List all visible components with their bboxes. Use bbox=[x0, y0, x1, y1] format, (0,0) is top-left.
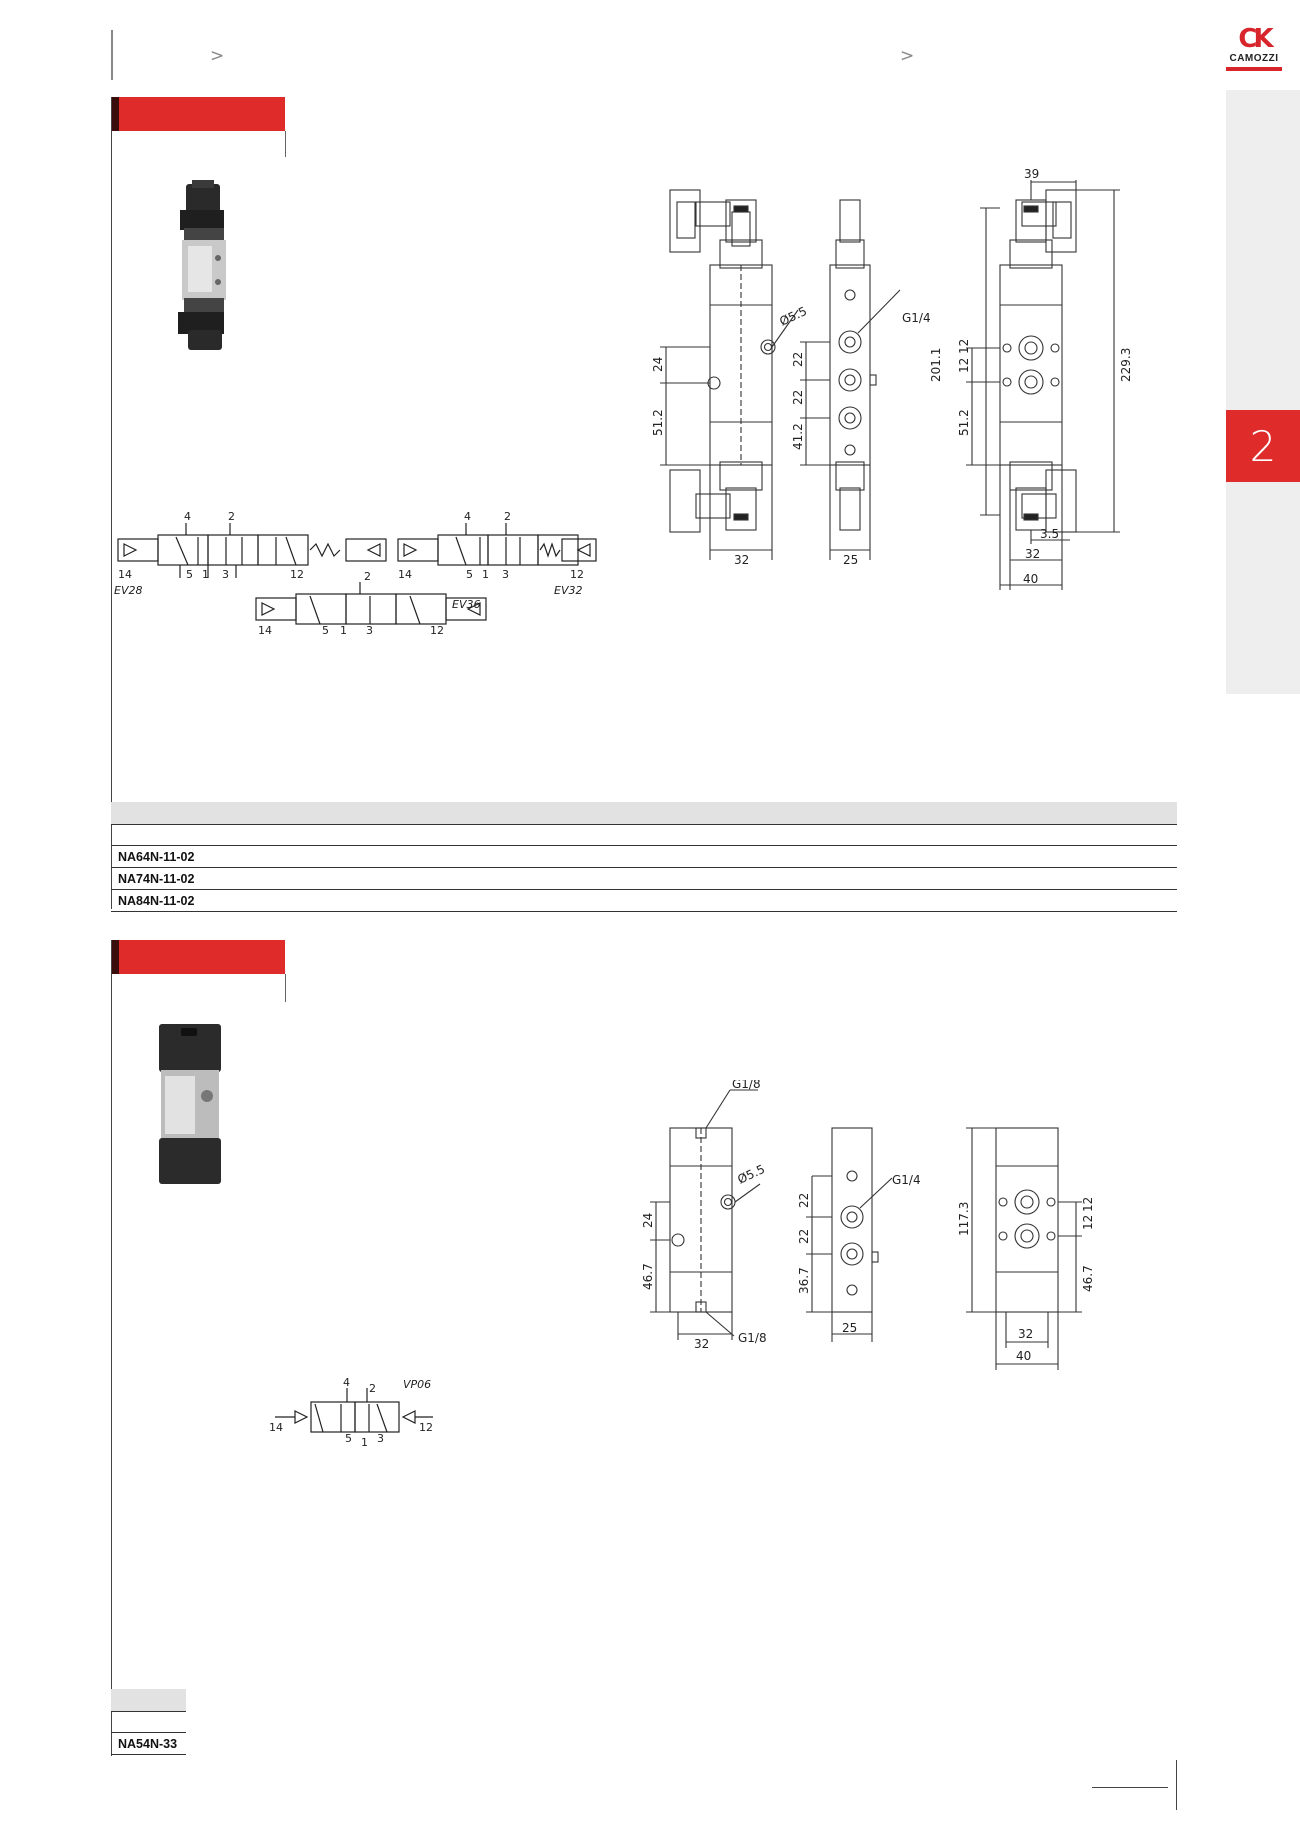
dim-25: 25 bbox=[843, 553, 859, 567]
ev28-label: EV28 bbox=[114, 584, 143, 597]
dim-g14: G1/4 bbox=[902, 311, 931, 325]
table2-rule bbox=[111, 1732, 186, 1733]
dim-3-5: 3.5 bbox=[1040, 527, 1060, 541]
section2-left-rule bbox=[111, 940, 112, 1756]
dim-32-left: 32 bbox=[734, 553, 750, 567]
ev32-label: EV32 bbox=[554, 584, 583, 597]
solenoid-valve-photo bbox=[174, 180, 234, 354]
section1-header-bar bbox=[119, 97, 285, 131]
section1-header-rule bbox=[285, 131, 286, 157]
pneumatic-valve-dimension-drawing bbox=[630, 1080, 1140, 1370]
ev28-port-5: 5 bbox=[186, 568, 193, 581]
ev28-port-3: 3 bbox=[222, 568, 229, 581]
dim-32-left: 32 bbox=[694, 1337, 710, 1351]
section2-header-bar bbox=[119, 940, 285, 974]
section2-header bbox=[111, 940, 285, 974]
ev28-port-12: 12 bbox=[290, 568, 304, 581]
section2-header-rule bbox=[285, 974, 286, 1002]
dim-12-b: 12 bbox=[1081, 1214, 1095, 1230]
logo-mark: CK bbox=[1238, 24, 1270, 54]
dim-25: 25 bbox=[842, 1321, 858, 1335]
dim-d55: Ø5.5 bbox=[735, 1161, 768, 1187]
solenoid-valve-dimension-drawing bbox=[630, 160, 1140, 600]
dim-22-a: 22 bbox=[797, 1192, 811, 1208]
ev28-port-14: 14 bbox=[118, 568, 132, 581]
vp06-port-3: 3 bbox=[377, 1432, 384, 1445]
vp06-label: VP06 bbox=[403, 1378, 432, 1391]
section1-left-rule bbox=[111, 97, 112, 909]
vp06-port-5: 5 bbox=[345, 1432, 352, 1445]
ev36-port-14: 14 bbox=[258, 624, 272, 636]
footer-divider bbox=[1176, 1760, 1177, 1810]
table1-rule bbox=[111, 845, 1177, 846]
breadcrumb-arrow-left[interactable]: > bbox=[210, 46, 225, 66]
dim-36-7: 36.7 bbox=[797, 1267, 811, 1294]
dim-g14: G1/4 bbox=[892, 1173, 921, 1187]
dim-32-right: 32 bbox=[1018, 1327, 1034, 1341]
table2-rule bbox=[111, 1711, 186, 1712]
ev32-port-12: 12 bbox=[570, 568, 584, 581]
table1-rule bbox=[111, 889, 1177, 890]
dim-24: 24 bbox=[651, 356, 665, 372]
section1-header-accent bbox=[111, 97, 119, 131]
section2-header-accent bbox=[111, 940, 119, 974]
vp06-port-1: 1 bbox=[361, 1436, 368, 1449]
table1-rule bbox=[111, 911, 1177, 912]
camozzi-logo bbox=[1226, 26, 1282, 76]
vp06-port-4: 4 bbox=[343, 1376, 350, 1389]
dim-22-b: 22 bbox=[791, 389, 805, 405]
chapter-number: 2 bbox=[1249, 421, 1277, 471]
breadcrumb-arrow-right[interactable]: > bbox=[900, 46, 915, 66]
section1-header bbox=[111, 97, 285, 131]
ev32-port-3: 3 bbox=[502, 568, 509, 581]
pneumatic-symbols-ev bbox=[110, 506, 600, 636]
pneumatic-valve-photo bbox=[155, 1022, 225, 1186]
dim-51-2-right: 51.2 bbox=[957, 409, 971, 436]
table1-row-code[interactable]: NA84N-11-02 bbox=[118, 894, 195, 908]
ev28-port-2: 2 bbox=[228, 510, 235, 523]
vp06-port-12: 12 bbox=[419, 1421, 433, 1434]
dim-12-b: 12 bbox=[957, 338, 971, 354]
ev28-port-4: 4 bbox=[184, 510, 191, 523]
dim-12-a: 12 bbox=[957, 357, 971, 373]
dim-201-1: 201.1 bbox=[929, 347, 943, 382]
logo-wordmark: CAMOZZI bbox=[1229, 53, 1279, 64]
table1-row-code[interactable]: NA74N-11-02 bbox=[118, 872, 195, 886]
dim-40: 40 bbox=[1023, 572, 1039, 586]
logo-underline bbox=[1226, 67, 1282, 71]
ev36-label: EV36 bbox=[452, 598, 481, 611]
ev32-port-1: 1 bbox=[482, 568, 489, 581]
dim-117-3: 117.3 bbox=[957, 1201, 971, 1236]
table1-rule bbox=[111, 824, 1177, 825]
side-band bbox=[1226, 90, 1300, 694]
dim-24: 24 bbox=[641, 1212, 655, 1228]
dim-40: 40 bbox=[1016, 1349, 1032, 1363]
ev36-port-1: 1 bbox=[340, 624, 347, 636]
ev36-port-12: 12 bbox=[430, 624, 444, 636]
vp06-port-2: 2 bbox=[369, 1382, 376, 1395]
dim-g18-bottom: G1/8 bbox=[738, 1331, 767, 1345]
ev32-port-4: 4 bbox=[464, 510, 471, 523]
vp06-port-14: 14 bbox=[269, 1421, 283, 1434]
ev36-port-2: 2 bbox=[364, 570, 371, 583]
table1-row-code[interactable]: NA64N-11-02 bbox=[118, 850, 195, 864]
ev36-port-5: 5 bbox=[322, 624, 329, 636]
table1-header bbox=[111, 802, 1177, 824]
chapter-tab[interactable] bbox=[1226, 410, 1300, 482]
table2-row-code[interactable]: NA54N-33 bbox=[118, 1737, 178, 1751]
dim-39: 39 bbox=[1024, 167, 1040, 181]
dim-22-a: 22 bbox=[791, 351, 805, 367]
dim-32-right: 32 bbox=[1025, 547, 1041, 561]
dim-41-2: 41.2 bbox=[791, 423, 805, 450]
footer-rule bbox=[1092, 1787, 1168, 1788]
dim-22-b: 22 bbox=[797, 1228, 811, 1244]
ev36-port-3: 3 bbox=[366, 624, 373, 636]
dim-229-3: 229.3 bbox=[1119, 347, 1133, 382]
dim-51-2-left: 51.2 bbox=[651, 409, 665, 436]
pneumatic-symbol-vp06 bbox=[265, 1374, 445, 1454]
header-divider bbox=[111, 30, 113, 80]
table2-header bbox=[111, 1689, 186, 1711]
table1-rule bbox=[111, 867, 1177, 868]
ev32-port-2: 2 bbox=[504, 510, 511, 523]
dim-g18-top: G1/8 bbox=[732, 1080, 761, 1091]
dim-46-7-left: 46.7 bbox=[641, 1263, 655, 1290]
dim-12-a: 12 bbox=[1081, 1196, 1095, 1212]
dim-46-7-right: 46.7 bbox=[1081, 1265, 1095, 1292]
ev32-port-14: 14 bbox=[398, 568, 412, 581]
ev32-port-5: 5 bbox=[466, 568, 473, 581]
table2-rule bbox=[111, 1754, 186, 1755]
ev28-port-1: 1 bbox=[202, 568, 209, 581]
dim-d55: Ø5.5 bbox=[777, 303, 810, 329]
